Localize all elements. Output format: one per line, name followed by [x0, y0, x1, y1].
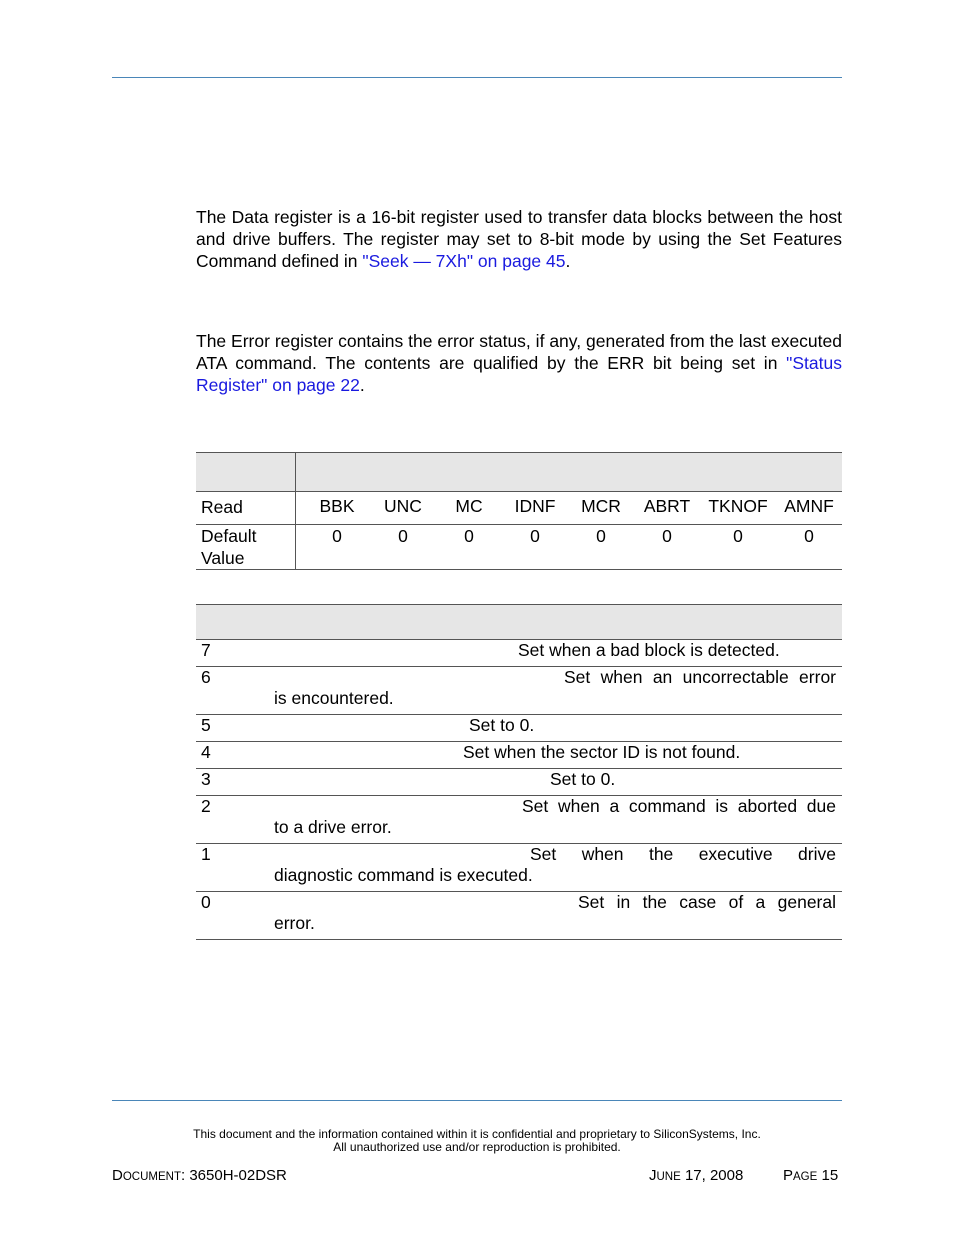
- bit-name: MCR: [581, 496, 621, 516]
- default-value: 0: [596, 526, 606, 546]
- register-row-read: Read BBK UNC MC IDNF MCR ABRT TKNOF AMNF: [196, 492, 842, 525]
- table-row: 7 Set when a bad block is detected.: [196, 640, 842, 667]
- default-value: 0: [804, 526, 814, 546]
- register-table-header: [196, 453, 842, 492]
- document-date: JUNE 17, 2008: [649, 1167, 744, 1184]
- bit-name: IDNF: [514, 496, 556, 516]
- default-value: 0: [662, 526, 672, 546]
- default-value: 0: [464, 526, 474, 546]
- seek-command-link[interactable]: "Seek — 7Xh" on page 45: [362, 251, 566, 271]
- error-register-paragraph: The Error register contains the error status, if any, generated from the last executed ATA command. The contents are qualified by the ERR bit being set in "Status Register" on page 22.: [196, 331, 842, 395]
- document-number: DOCUMENT: 3650H-02DSR: [112, 1167, 287, 1184]
- bit-name: AMNF: [784, 496, 834, 516]
- default-value: 0: [398, 526, 408, 546]
- table-row: 3 Set to 0.: [196, 769, 842, 796]
- bit-name: MC: [455, 496, 483, 516]
- error-register-table: [196, 452, 842, 570]
- bit-name: UNC: [384, 496, 422, 516]
- bit-name: ABRT: [643, 496, 691, 516]
- bit-table-header: [196, 605, 842, 640]
- bit-name: TKNOF: [708, 496, 768, 516]
- table-row: 1 Set when the executive drive diagnostic command is executed.: [196, 844, 842, 892]
- table-row: 5 Set to 0.: [196, 715, 842, 742]
- bit-name: BBK: [319, 496, 355, 516]
- default-value: 0: [332, 526, 342, 546]
- data-register-paragraph: The Data register is a 16-bit register used to transfer data blocks between the host and drive buffers. The register may set to 8-bit mode by using the Set Features Command defined in "Seek — 7Xh" on page 45.: [196, 207, 842, 271]
- table-row: 6 Set when an uncorrectable error is encountered.: [196, 667, 842, 715]
- table-row: 0 Set in the case of a general error.: [196, 892, 842, 940]
- status-register-link[interactable]: "Status Register" on page 22: [196, 353, 842, 395]
- table-row: 4 Set when the sector ID is not found.: [196, 742, 842, 769]
- header-rule: [112, 77, 842, 78]
- register-row-default: Default Value 0 0 0 0 0 0 0 0: [196, 525, 842, 570]
- footer-rule: [112, 1100, 842, 1101]
- default-value: 0: [733, 526, 743, 546]
- default-value: 0: [530, 526, 540, 546]
- bit-description-table: [196, 604, 842, 940]
- table-row: 2 Set when a command is aborted due to a drive error.: [196, 796, 842, 844]
- page-number: PAGE 15: [783, 1167, 839, 1184]
- confidentiality-notice: This document and the information contained within it is confidential and proprietary to SiliconSystems, Inc. All unauthorized use and/or reproduction is prohibited.: [193, 1127, 761, 1154]
